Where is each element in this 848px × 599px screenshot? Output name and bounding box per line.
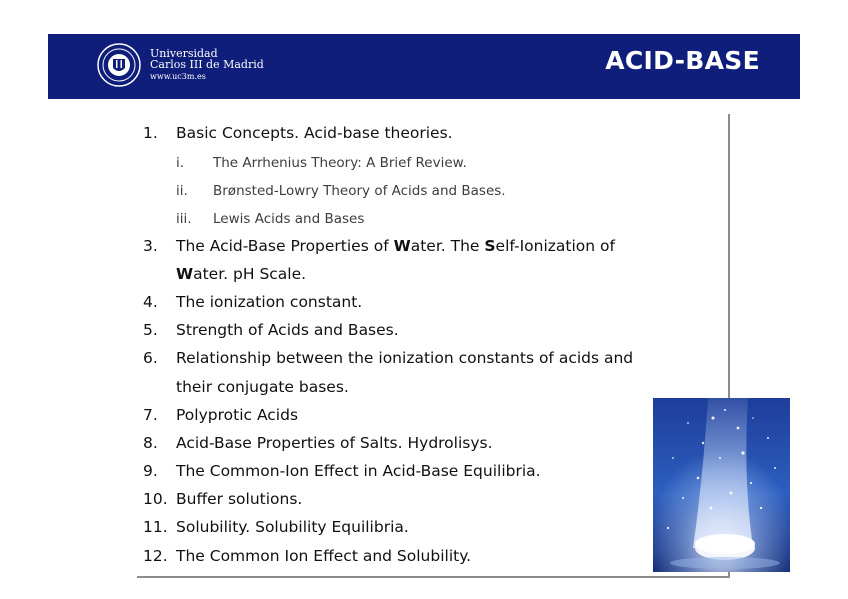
outline-item-9	[143, 462, 541, 480]
outline-item-1	[143, 124, 453, 142]
university-seal-icon	[97, 43, 141, 87]
outline-item-7	[143, 406, 298, 424]
effervescent-tablet-image	[653, 398, 790, 572]
item-number: 12.	[143, 547, 168, 565]
slide-title: ACID-BASE	[605, 46, 760, 75]
item-number: 4.	[143, 293, 158, 311]
outline-item-3	[143, 237, 615, 255]
item-text: Strength of Acids and Bases.	[176, 321, 399, 339]
item-number: 8.	[143, 434, 158, 452]
outline-item-4	[143, 293, 362, 311]
outline-item-11	[143, 518, 409, 536]
item-text: Acid-Base Properties of Salts. Hydrolisys.	[176, 434, 493, 452]
item-number: 9.	[143, 462, 158, 480]
university-website[interactable]: www.uc3m.es	[150, 72, 206, 81]
outline-subitem-iii	[176, 211, 364, 227]
item-number: 6.	[143, 349, 158, 367]
item-text: Relationship between the ionization constants of acids and	[176, 349, 634, 367]
item-number: 1.	[143, 124, 158, 142]
outline-item-8	[143, 434, 493, 452]
item-number: 7.	[143, 406, 158, 424]
outline-item-12	[143, 547, 471, 565]
item-number: 11.	[143, 518, 168, 536]
item-text: The Acid-Base Properties of	[176, 237, 394, 255]
subitem-number: i.	[176, 155, 185, 171]
emphasis-letter: S	[484, 237, 496, 255]
subitem-number: iii.	[176, 211, 192, 227]
item-text: Polyprotic Acids	[176, 406, 299, 424]
subitem-text: Lewis Acids and Bases	[213, 211, 365, 227]
item-text: elf-Ionization of	[495, 237, 615, 255]
item-text: Buffer solutions.	[176, 490, 303, 508]
outline-item-10	[143, 490, 302, 508]
header-banner	[48, 34, 800, 99]
emphasis-letter: W	[393, 237, 411, 255]
outline-item-3-continued	[176, 265, 306, 283]
subitem-text: Brønsted-Lowry Theory of Acids and Bases.	[213, 183, 506, 199]
item-text: The Common-Ion Effect in Acid-Base Equilibria.	[176, 462, 541, 480]
item-text: ater. pH Scale.	[193, 265, 307, 283]
item-text: their conjugate bases.	[176, 378, 349, 396]
outline-item-6	[143, 349, 633, 367]
subitem-number: ii.	[176, 183, 188, 199]
item-number: 3.	[143, 237, 158, 255]
item-text: ater. The	[410, 237, 485, 255]
item-number: 10.	[143, 490, 168, 508]
item-text: The ionization constant.	[176, 293, 363, 311]
item-text: Basic Concepts. Acid-base theories.	[176, 124, 453, 142]
outline-subitem-i	[176, 155, 467, 171]
emphasis-letter: W	[176, 265, 194, 283]
university-line2: Carlos III de Madrid	[150, 58, 264, 71]
item-number: 5.	[143, 321, 158, 339]
outline-item-6-continued	[176, 378, 349, 396]
item-text: The Common Ion Effect and Solubility.	[176, 547, 472, 565]
university-name	[150, 48, 264, 82]
outline-subitem-ii	[176, 183, 506, 199]
outline-item-5	[143, 321, 399, 339]
subitem-text: The Arrhenius Theory: A Brief Review.	[213, 155, 467, 171]
item-text: Solubility. Solubility Equilibria.	[176, 518, 409, 536]
university-line1: Universidad	[150, 47, 218, 60]
